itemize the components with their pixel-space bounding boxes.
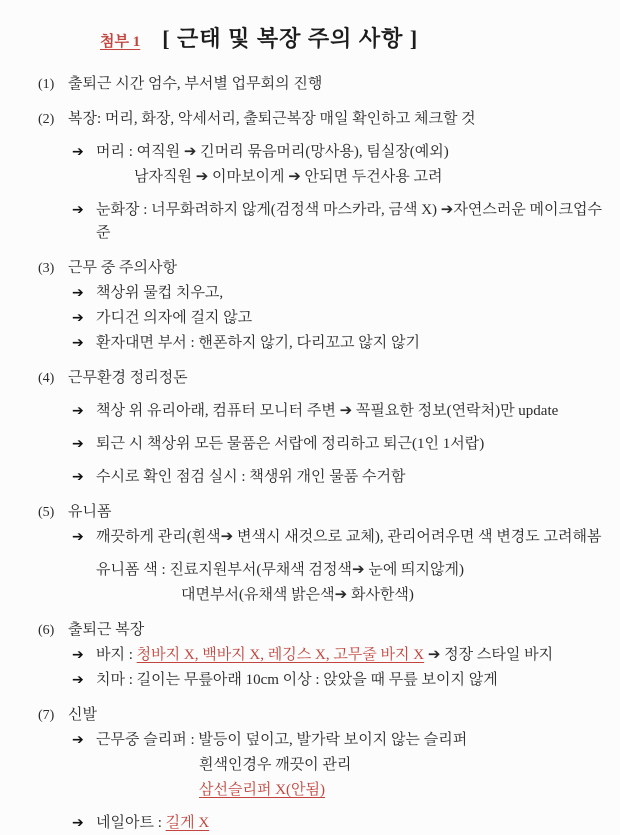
- line-text: 바지 :: [96, 647, 137, 663]
- line-text-wrap: [96, 812, 602, 835]
- line-text: 근무중 슬리퍼 : 발등이 덮이고, 발가락 보이지 않는 슬리퍼: [96, 732, 468, 748]
- arrow-bullet-icon: ➔: [72, 436, 84, 452]
- arrow-bullet-icon: ➔: [72, 202, 84, 218]
- section: [38, 704, 602, 835]
- line-text-wrap: [134, 166, 602, 189]
- line-text: 남자직원 ➔ 이마보이게 ➔ 안되면 두건사용 고려: [134, 169, 443, 185]
- continuation-line: [181, 584, 602, 607]
- line-text: 수시로 확인 점검 실시 : 책생위 개인 물품 수거함: [96, 469, 406, 485]
- line-text: 책상위 물컵 치우고,: [96, 285, 224, 301]
- line-text: 흰색인경우 깨끗이 관리: [199, 757, 352, 773]
- section-heading: [38, 73, 602, 96]
- line-text: 환자대면 부서 : 핸폰하지 않기, 다리꼬고 않지 않기: [96, 335, 420, 351]
- section-title: 출퇴근 복장: [68, 622, 145, 638]
- document-header: [100, 22, 602, 53]
- section-heading: [38, 704, 602, 727]
- line-text-wrap: [96, 466, 602, 489]
- section-heading: [38, 257, 602, 280]
- continuation-line: [199, 779, 602, 802]
- section-title: 근무 중 주의사항: [68, 260, 177, 276]
- highlighted-text: 길게 X: [165, 815, 210, 831]
- section-heading: [38, 619, 602, 642]
- section: [38, 108, 602, 245]
- line-text: 가디건 의자에 걸지 않고: [96, 310, 253, 326]
- line-text: ➔ 정장 스타일 바지: [424, 647, 554, 663]
- line-text-wrap: [96, 729, 602, 752]
- section-number: (1): [38, 77, 55, 92]
- line-text-wrap: [96, 307, 602, 330]
- arrow-bullet-icon: ➔: [72, 672, 84, 688]
- arrow-bullet-icon: ➔: [72, 403, 84, 419]
- document-body: [38, 73, 602, 835]
- section-number: (3): [38, 261, 55, 276]
- bullet-line: [72, 433, 602, 456]
- arrow-bullet-icon: ➔: [72, 469, 84, 485]
- section: [38, 619, 602, 692]
- bullet-line: [72, 669, 602, 692]
- section-title: 신발: [68, 707, 97, 723]
- section-title: 출퇴근 시간 엄수, 부서별 업무회의 진행: [68, 76, 323, 92]
- continuation-line: [134, 166, 602, 189]
- line-text-wrap: [96, 526, 602, 549]
- arrow-bullet-icon: ➔: [72, 815, 84, 831]
- section-heading: [38, 367, 602, 390]
- line-text: 퇴근 시 책상위 모든 물품은 서랍에 정리하고 퇴근(1인 1서랍): [96, 436, 485, 452]
- section-number: (2): [38, 112, 55, 127]
- line-text-wrap: [181, 584, 602, 607]
- line-text-wrap: [96, 644, 602, 667]
- section-title: 근무환경 정리정돈: [68, 370, 188, 386]
- bullet-line: [72, 307, 602, 330]
- arrow-bullet-icon: ➔: [72, 335, 84, 351]
- bullet-line: [72, 466, 602, 489]
- line-text-wrap: [96, 559, 602, 582]
- section-number: (6): [38, 623, 55, 638]
- continuation-line: [199, 754, 602, 777]
- section-title: 유니폼: [68, 504, 112, 520]
- bullet-line: [72, 332, 602, 355]
- line-text-wrap: [96, 141, 602, 164]
- section-title: 복장: 머리, 화장, 악세서리, 출퇴근복장 매일 확인하고 체크할 것: [68, 111, 476, 127]
- highlighted-text: 청바지 X, 백바지 X, 레깅스 X, 고무줄 바지 X: [136, 647, 425, 663]
- section: [38, 257, 602, 355]
- line-text-wrap: [96, 669, 602, 692]
- line-text-wrap: [199, 754, 602, 777]
- line-text: 네일아트 :: [96, 815, 166, 831]
- line-text-wrap: [96, 400, 602, 423]
- line-text-wrap: [96, 332, 602, 355]
- line-text-wrap: [96, 199, 602, 245]
- line-text: 치마 : 길이는 무릎아래 10cm 이상 : 앉았을 때 무릎 보이지 않게: [96, 672, 498, 688]
- continuation-line: [96, 559, 602, 582]
- section-heading: [38, 501, 602, 524]
- line-text: 깨끗하게 관리(흰색➔ 변색시 새것으로 교체), 관리어려우면 색 변경도 고려해봄: [96, 529, 602, 545]
- arrow-bullet-icon: ➔: [72, 310, 84, 326]
- line-text: 대면부서(유채색 밝은색➔ 화사한색): [181, 587, 414, 603]
- section-heading: [38, 108, 602, 131]
- section-number: (5): [38, 505, 55, 520]
- bullet-line: [72, 282, 602, 305]
- section-number: (4): [38, 371, 55, 386]
- line-text-wrap: [199, 779, 602, 802]
- arrow-bullet-icon: ➔: [72, 285, 84, 301]
- highlighted-text: 삼선슬리퍼 X(안됨): [199, 782, 326, 798]
- line-text: 유니폼 색 : 진료지원부서(무채색 검정색➔ 눈에 띄지않게): [96, 562, 465, 578]
- arrow-bullet-icon: ➔: [72, 732, 84, 748]
- section: [38, 367, 602, 489]
- section: [38, 73, 602, 96]
- page-title: [ 근태 및 복장 주의 사항 ]: [162, 26, 419, 51]
- bullet-line: [72, 644, 602, 667]
- bullet-line: [72, 199, 602, 245]
- bullet-line: [72, 141, 602, 164]
- attachment-label: 첨부 1: [100, 34, 141, 50]
- arrow-bullet-icon: ➔: [72, 144, 84, 160]
- arrow-bullet-icon: ➔: [72, 529, 84, 545]
- bullet-line: [72, 729, 602, 752]
- bullet-line: [72, 812, 602, 835]
- section: [38, 501, 602, 607]
- line-text-wrap: [96, 282, 602, 305]
- line-text: 눈화장 : 너무화려하지 않게(검정색 마스카라, 금색 X) ➔자연스러운 메이크업수준: [96, 202, 603, 241]
- line-text: 머리 : 여직원 ➔ 긴머리 묶음머리(망사용), 팀실장(예외): [96, 144, 449, 160]
- section-number: (7): [38, 708, 55, 723]
- bullet-line: [72, 400, 602, 423]
- line-text: 책상 위 유리아래, 컴퓨터 모니터 주변 ➔ 꼭필요한 정보(연락처)만 update: [96, 403, 559, 419]
- line-text-wrap: [96, 433, 602, 456]
- arrow-bullet-icon: ➔: [72, 647, 84, 663]
- bullet-line: [72, 526, 602, 549]
